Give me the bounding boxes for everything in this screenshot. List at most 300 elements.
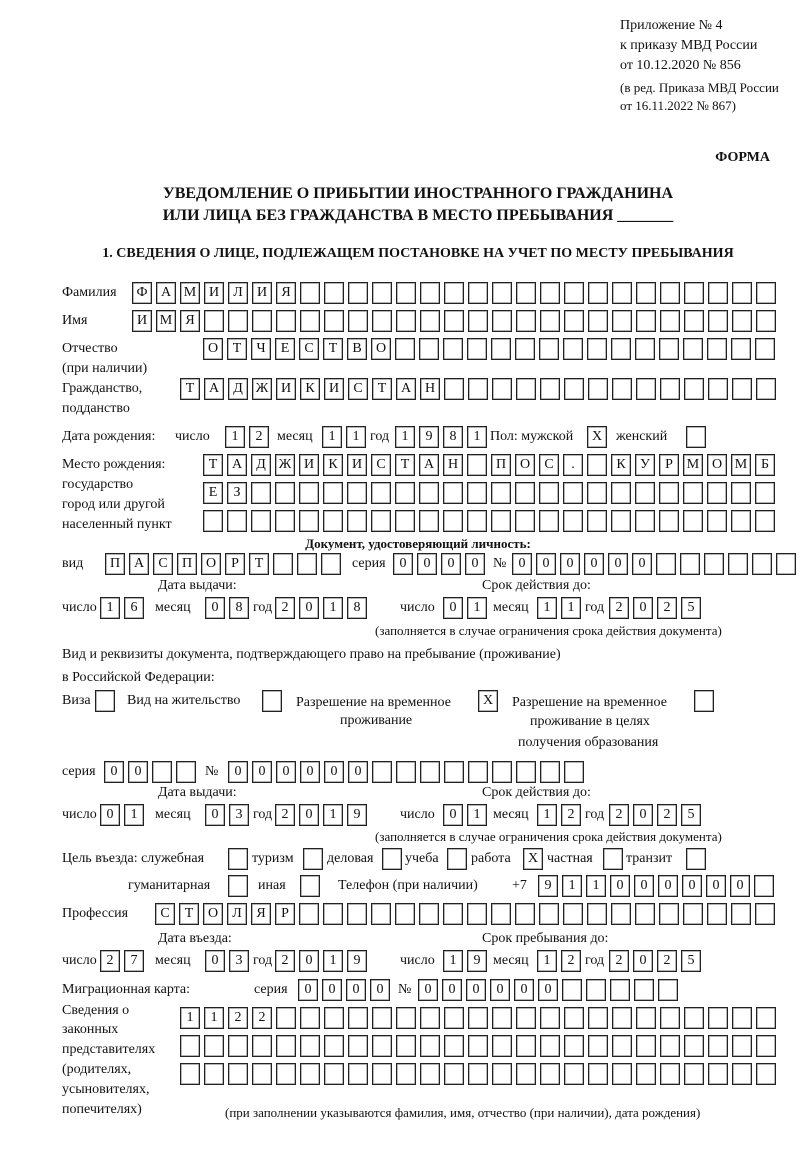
birthplace-3-box[interactable] [755, 510, 775, 532]
citizenship-box[interactable] [540, 378, 560, 400]
month-box[interactable]: 1 [537, 950, 557, 972]
patronymic-box[interactable] [563, 338, 583, 360]
surname-box[interactable] [612, 282, 632, 304]
name-box[interactable] [588, 310, 608, 332]
month-box[interactable]: 3 [229, 804, 249, 826]
representative-1-box[interactable] [492, 1007, 512, 1029]
citizenship-box[interactable]: Т [180, 378, 200, 400]
sex-male-box[interactable]: X [587, 426, 607, 448]
surname-box[interactable]: Ф [132, 282, 152, 304]
birthplace-1-box[interactable]: М [683, 454, 703, 476]
representative-1-box[interactable] [372, 1007, 392, 1029]
year-box[interactable]: 2 [657, 597, 677, 619]
profession-box[interactable] [635, 903, 655, 925]
birthplace-2-box[interactable] [539, 482, 559, 504]
purpose-other-box[interactable] [300, 875, 320, 897]
id-number-box[interactable]: 0 [608, 553, 628, 575]
day-box[interactable]: 1 [443, 950, 463, 972]
patronymic-box[interactable] [419, 338, 439, 360]
right-number-box[interactable]: 0 [324, 761, 344, 783]
surname-box[interactable] [636, 282, 656, 304]
id-series-box[interactable]: 0 [393, 553, 413, 575]
right-number-box[interactable] [516, 761, 536, 783]
birthplace-1-box[interactable] [587, 454, 607, 476]
year-box[interactable]: 1 [323, 597, 343, 619]
birthplace-3-box[interactable] [707, 510, 727, 532]
id-number-box[interactable] [776, 553, 796, 575]
name-box[interactable]: М [156, 310, 176, 332]
profession-box[interactable] [347, 903, 367, 925]
year-box[interactable]: 2 [275, 950, 295, 972]
citizenship-box[interactable]: С [348, 378, 368, 400]
representative-3-box[interactable] [612, 1063, 632, 1085]
month-box[interactable]: 0 [205, 804, 225, 826]
id-number-box[interactable]: 0 [632, 553, 652, 575]
year-box[interactable]: 2 [609, 950, 629, 972]
name-box[interactable] [276, 310, 296, 332]
id-kind-box[interactable]: Р [225, 553, 245, 575]
right-number-box[interactable] [468, 761, 488, 783]
birthplace-1-box[interactable]: Р [659, 454, 679, 476]
birthplace-2-box[interactable] [611, 482, 631, 504]
profession-box[interactable] [371, 903, 391, 925]
name-box[interactable] [516, 310, 536, 332]
id-kind-box[interactable] [273, 553, 293, 575]
year-box[interactable]: 1 [323, 950, 343, 972]
profession-box[interactable] [683, 903, 703, 925]
day-box[interactable]: 0 [443, 804, 463, 826]
right-number-box[interactable] [372, 761, 392, 783]
birthplace-1-box[interactable]: С [539, 454, 559, 476]
representative-3-box[interactable] [660, 1063, 680, 1085]
profession-box[interactable] [491, 903, 511, 925]
birthplace-3-box[interactable] [347, 510, 367, 532]
representative-2-box[interactable] [348, 1035, 368, 1057]
birthplace-2-box[interactable]: Е [203, 482, 223, 504]
name-box[interactable] [660, 310, 680, 332]
profession-box[interactable]: Я [251, 903, 271, 925]
year-box[interactable]: 5 [681, 804, 701, 826]
representative-1-box[interactable] [324, 1007, 344, 1029]
purpose-humanitarian-box[interactable] [228, 875, 248, 897]
year-box[interactable]: 2 [657, 804, 677, 826]
day-box[interactable]: 7 [124, 950, 144, 972]
id-number-box[interactable] [752, 553, 772, 575]
representative-1-box[interactable] [444, 1007, 464, 1029]
birthplace-1-box[interactable]: О [707, 454, 727, 476]
representative-1-box[interactable]: 1 [180, 1007, 200, 1029]
representative-3-box[interactable] [252, 1063, 272, 1085]
id-number-box[interactable]: 0 [560, 553, 580, 575]
name-box[interactable] [468, 310, 488, 332]
month-box[interactable]: 1 [537, 804, 557, 826]
mc-number-box[interactable]: 0 [514, 979, 534, 1001]
year-box[interactable]: 2 [275, 597, 295, 619]
representative-1-box[interactable] [420, 1007, 440, 1029]
birthplace-1-box[interactable]: У [635, 454, 655, 476]
representative-3-box[interactable] [540, 1063, 560, 1085]
citizenship-box[interactable] [612, 378, 632, 400]
phone-box[interactable]: 0 [682, 875, 702, 897]
patronymic-box[interactable] [395, 338, 415, 360]
purpose-business-box[interactable] [382, 848, 402, 870]
birthplace-1-box[interactable]: С [371, 454, 391, 476]
birthplace-3-box[interactable] [515, 510, 535, 532]
surname-box[interactable] [708, 282, 728, 304]
surname-box[interactable]: И [204, 282, 224, 304]
birthplace-1-box[interactable]: М [731, 454, 751, 476]
mc-number-box[interactable]: 0 [538, 979, 558, 1001]
patronymic-box[interactable] [515, 338, 535, 360]
profession-box[interactable] [707, 903, 727, 925]
surname-box[interactable] [588, 282, 608, 304]
representative-1-box[interactable]: 2 [228, 1007, 248, 1029]
birthplace-3-box[interactable] [467, 510, 487, 532]
surname-box[interactable] [396, 282, 416, 304]
representative-2-box[interactable] [588, 1035, 608, 1057]
purpose-work-box[interactable]: X [523, 848, 543, 870]
id-kind-box[interactable]: О [201, 553, 221, 575]
birthplace-1-box[interactable]: Н [443, 454, 463, 476]
name-box[interactable] [396, 310, 416, 332]
name-box[interactable] [732, 310, 752, 332]
profession-box[interactable] [323, 903, 343, 925]
surname-box[interactable] [540, 282, 560, 304]
citizenship-box[interactable] [564, 378, 584, 400]
patronymic-box[interactable]: С [299, 338, 319, 360]
birthplace-1-box[interactable]: К [611, 454, 631, 476]
representative-3-box[interactable] [636, 1063, 656, 1085]
representative-3-box[interactable] [180, 1063, 200, 1085]
mc-series-box[interactable]: 0 [370, 979, 390, 1001]
birthplace-2-box[interactable] [395, 482, 415, 504]
name-box[interactable] [372, 310, 392, 332]
name-box[interactable] [228, 310, 248, 332]
surname-box[interactable] [468, 282, 488, 304]
representative-2-box[interactable] [444, 1035, 464, 1057]
year-box[interactable]: 0 [633, 950, 653, 972]
representative-2-box[interactable] [756, 1035, 776, 1057]
mc-number-box[interactable]: 0 [466, 979, 486, 1001]
mc-number-box[interactable] [562, 979, 582, 1001]
year-box[interactable]: 8 [347, 597, 367, 619]
representative-3-box[interactable] [420, 1063, 440, 1085]
birthplace-1-box[interactable]: Б [755, 454, 775, 476]
name-box[interactable] [420, 310, 440, 332]
id-kind-box[interactable]: П [105, 553, 125, 575]
profession-box[interactable] [755, 903, 775, 925]
year-box[interactable]: 9 [347, 950, 367, 972]
representative-3-box[interactable] [564, 1063, 584, 1085]
phone-box[interactable]: 9 [538, 875, 558, 897]
representative-2-box[interactable] [732, 1035, 752, 1057]
birthplace-2-box[interactable] [371, 482, 391, 504]
right-number-box[interactable] [396, 761, 416, 783]
representative-2-box[interactable] [468, 1035, 488, 1057]
mc-series-box[interactable]: 0 [322, 979, 342, 1001]
residence-box[interactable] [262, 690, 282, 712]
citizenship-box[interactable]: К [300, 378, 320, 400]
mc-number-box[interactable]: 0 [490, 979, 510, 1001]
name-box[interactable] [756, 310, 776, 332]
representative-1-box[interactable] [588, 1007, 608, 1029]
birthplace-3-box[interactable] [299, 510, 319, 532]
year-box[interactable]: 1 [323, 804, 343, 826]
right-number-box[interactable] [540, 761, 560, 783]
name-box[interactable] [564, 310, 584, 332]
patronymic-box[interactable] [539, 338, 559, 360]
profession-box[interactable]: О [203, 903, 223, 925]
representative-2-box[interactable] [228, 1035, 248, 1057]
representative-2-box[interactable] [540, 1035, 560, 1057]
profession-box[interactable] [539, 903, 559, 925]
name-box[interactable] [492, 310, 512, 332]
profession-box[interactable]: Т [179, 903, 199, 925]
patronymic-box[interactable]: О [371, 338, 391, 360]
birthplace-1-box[interactable]: А [227, 454, 247, 476]
right-number-box[interactable] [444, 761, 464, 783]
profession-box[interactable] [467, 903, 487, 925]
representative-1-box[interactable] [732, 1007, 752, 1029]
day-box[interactable]: 1 [467, 804, 487, 826]
birthplace-2-box[interactable]: З [227, 482, 247, 504]
name-box[interactable] [204, 310, 224, 332]
birthplace-2-box[interactable] [755, 482, 775, 504]
name-box[interactable] [636, 310, 656, 332]
representative-1-box[interactable] [300, 1007, 320, 1029]
profession-box[interactable] [419, 903, 439, 925]
citizenship-box[interactable] [444, 378, 464, 400]
birthplace-1-box[interactable]: Д [251, 454, 271, 476]
month-box[interactable]: 0 [205, 950, 225, 972]
birthplace-2-box[interactable] [515, 482, 535, 504]
birthplace-1-box[interactable]: Т [395, 454, 415, 476]
day-box[interactable]: 0 [100, 804, 120, 826]
representative-3-box[interactable] [468, 1063, 488, 1085]
birthplace-1-box[interactable]: Ж [275, 454, 295, 476]
birthplace-1-box[interactable]: И [299, 454, 319, 476]
representative-3-box[interactable] [372, 1063, 392, 1085]
year-box[interactable]: 5 [681, 950, 701, 972]
profession-box[interactable] [563, 903, 583, 925]
birth-day-box[interactable]: 2 [249, 426, 269, 448]
surname-box[interactable] [660, 282, 680, 304]
birthplace-3-box[interactable] [419, 510, 439, 532]
representative-2-box[interactable] [180, 1035, 200, 1057]
mc-number-box[interactable] [634, 979, 654, 1001]
representative-1-box[interactable] [468, 1007, 488, 1029]
mc-series-box[interactable]: 0 [346, 979, 366, 1001]
day-box[interactable]: 1 [467, 597, 487, 619]
day-box[interactable]: 2 [100, 950, 120, 972]
citizenship-box[interactable] [756, 378, 776, 400]
surname-box[interactable] [324, 282, 344, 304]
mc-number-box[interactable] [610, 979, 630, 1001]
representative-2-box[interactable] [324, 1035, 344, 1057]
birthplace-3-box[interactable] [227, 510, 247, 532]
patronymic-box[interactable]: Е [275, 338, 295, 360]
month-box[interactable]: 1 [561, 597, 581, 619]
birthplace-3-box[interactable] [251, 510, 271, 532]
birth-month-box[interactable]: 1 [322, 426, 342, 448]
citizenship-box[interactable] [516, 378, 536, 400]
right-series-box[interactable] [176, 761, 196, 783]
birthplace-3-box[interactable] [635, 510, 655, 532]
birthplace-3-box[interactable] [323, 510, 343, 532]
representative-3-box[interactable] [492, 1063, 512, 1085]
representative-2-box[interactable] [612, 1035, 632, 1057]
id-number-box[interactable] [656, 553, 676, 575]
mc-number-box[interactable]: 0 [418, 979, 438, 1001]
representative-2-box[interactable] [300, 1035, 320, 1057]
phone-box[interactable]: 1 [586, 875, 606, 897]
profession-box[interactable] [515, 903, 535, 925]
profession-box[interactable] [395, 903, 415, 925]
purpose-transit-box[interactable] [686, 848, 706, 870]
representative-3-box[interactable] [708, 1063, 728, 1085]
birthplace-2-box[interactable] [251, 482, 271, 504]
birthplace-3-box[interactable] [587, 510, 607, 532]
right-series-box[interactable] [152, 761, 172, 783]
patronymic-box[interactable]: В [347, 338, 367, 360]
representative-3-box[interactable] [228, 1063, 248, 1085]
surname-box[interactable]: Л [228, 282, 248, 304]
birthplace-2-box[interactable] [491, 482, 511, 504]
birthplace-2-box[interactable] [683, 482, 703, 504]
id-series-box[interactable]: 0 [465, 553, 485, 575]
right-number-box[interactable] [420, 761, 440, 783]
profession-box[interactable] [731, 903, 751, 925]
representative-1-box[interactable] [540, 1007, 560, 1029]
year-box[interactable]: 2 [609, 597, 629, 619]
representative-1-box[interactable] [660, 1007, 680, 1029]
birthplace-3-box[interactable] [443, 510, 463, 532]
temp-permit-edu-box[interactable] [694, 690, 714, 712]
representative-1-box[interactable] [612, 1007, 632, 1029]
citizenship-box[interactable] [588, 378, 608, 400]
patronymic-box[interactable] [635, 338, 655, 360]
birthplace-3-box[interactable] [659, 510, 679, 532]
birth-year-box[interactable]: 9 [419, 426, 439, 448]
patronymic-box[interactable] [443, 338, 463, 360]
phone-box[interactable]: 0 [730, 875, 750, 897]
phone-box[interactable]: 0 [610, 875, 630, 897]
representative-3-box[interactable] [444, 1063, 464, 1085]
representative-3-box[interactable] [756, 1063, 776, 1085]
representative-3-box[interactable] [324, 1063, 344, 1085]
patronymic-box[interactable] [755, 338, 775, 360]
patronymic-box[interactable] [707, 338, 727, 360]
surname-box[interactable] [756, 282, 776, 304]
citizenship-box[interactable]: Т [372, 378, 392, 400]
name-box[interactable] [300, 310, 320, 332]
profession-box[interactable] [299, 903, 319, 925]
patronymic-box[interactable] [587, 338, 607, 360]
id-series-box[interactable]: 0 [441, 553, 461, 575]
surname-box[interactable]: М [180, 282, 200, 304]
day-box[interactable]: 9 [467, 950, 487, 972]
citizenship-box[interactable] [684, 378, 704, 400]
name-box[interactable] [540, 310, 560, 332]
visa-box[interactable] [95, 690, 115, 712]
id-kind-box[interactable] [321, 553, 341, 575]
birthplace-3-box[interactable] [731, 510, 751, 532]
mc-series-box[interactable]: 0 [298, 979, 318, 1001]
right-number-box[interactable]: 0 [228, 761, 248, 783]
representative-2-box[interactable] [252, 1035, 272, 1057]
representative-3-box[interactable] [396, 1063, 416, 1085]
year-box[interactable]: 0 [633, 597, 653, 619]
surname-box[interactable] [684, 282, 704, 304]
birthplace-3-box[interactable] [539, 510, 559, 532]
representative-3-box[interactable] [684, 1063, 704, 1085]
birth-year-box[interactable]: 1 [467, 426, 487, 448]
birthplace-2-box[interactable] [635, 482, 655, 504]
representative-2-box[interactable] [636, 1035, 656, 1057]
birthplace-1-box[interactable] [467, 454, 487, 476]
month-box[interactable]: 2 [561, 950, 581, 972]
surname-box[interactable] [348, 282, 368, 304]
year-box[interactable]: 5 [681, 597, 701, 619]
representative-1-box[interactable] [348, 1007, 368, 1029]
year-box[interactable]: 0 [299, 950, 319, 972]
birthplace-3-box[interactable] [683, 510, 703, 532]
citizenship-box[interactable]: Н [420, 378, 440, 400]
representative-1-box[interactable] [708, 1007, 728, 1029]
id-number-box[interactable]: 0 [536, 553, 556, 575]
representative-2-box[interactable] [372, 1035, 392, 1057]
surname-box[interactable] [732, 282, 752, 304]
day-box[interactable]: 1 [124, 804, 144, 826]
patronymic-box[interactable] [659, 338, 679, 360]
representative-2-box[interactable] [684, 1035, 704, 1057]
representative-1-box[interactable] [756, 1007, 776, 1029]
citizenship-box[interactable]: И [276, 378, 296, 400]
birthplace-2-box[interactable] [587, 482, 607, 504]
birthplace-2-box[interactable] [419, 482, 439, 504]
id-number-box[interactable]: 0 [512, 553, 532, 575]
citizenship-box[interactable]: Д [228, 378, 248, 400]
year-box[interactable]: 9 [347, 804, 367, 826]
surname-box[interactable] [444, 282, 464, 304]
patronymic-box[interactable] [467, 338, 487, 360]
citizenship-box[interactable] [708, 378, 728, 400]
birthplace-3-box[interactable] [395, 510, 415, 532]
citizenship-box[interactable] [636, 378, 656, 400]
phone-box[interactable]: 0 [634, 875, 654, 897]
representative-1-box[interactable] [636, 1007, 656, 1029]
citizenship-box[interactable] [732, 378, 752, 400]
year-box[interactable]: 2 [275, 804, 295, 826]
right-number-box[interactable]: 0 [252, 761, 272, 783]
birth-day-box[interactable]: 1 [225, 426, 245, 448]
patronymic-box[interactable]: Ч [251, 338, 271, 360]
id-number-box[interactable] [728, 553, 748, 575]
birthplace-2-box[interactable] [563, 482, 583, 504]
representative-1-box[interactable] [564, 1007, 584, 1029]
mc-number-box[interactable] [586, 979, 606, 1001]
representative-3-box[interactable] [204, 1063, 224, 1085]
surname-box[interactable] [564, 282, 584, 304]
birthplace-3-box[interactable] [203, 510, 223, 532]
surname-box[interactable]: И [252, 282, 272, 304]
birthplace-2-box[interactable] [323, 482, 343, 504]
patronymic-box[interactable]: Т [227, 338, 247, 360]
birthplace-1-box[interactable]: И [347, 454, 367, 476]
profession-box[interactable] [659, 903, 679, 925]
birthplace-1-box[interactable]: К [323, 454, 343, 476]
profession-box[interactable] [443, 903, 463, 925]
